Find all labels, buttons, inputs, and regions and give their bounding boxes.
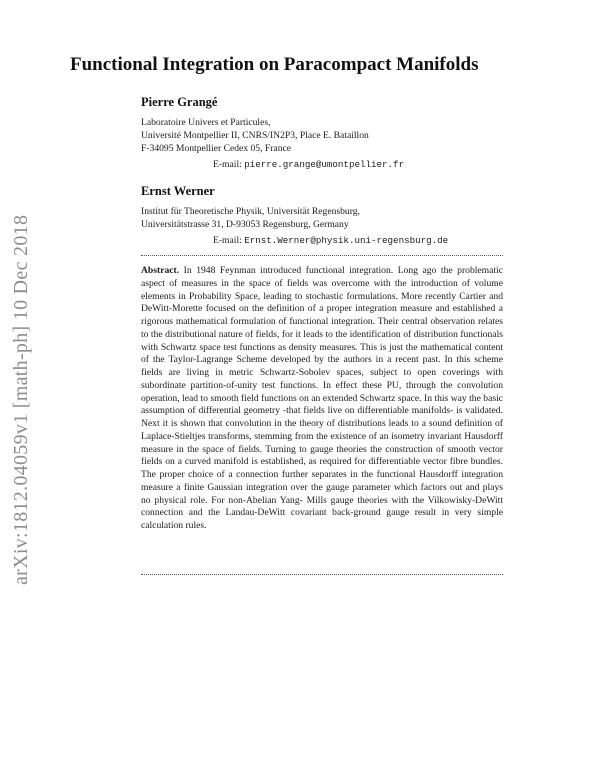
author-email[interactable]: Ernst.Werner@physik.uni-regensburg.de <box>244 235 449 246</box>
author-name: Ernst Werner <box>141 184 215 198</box>
abstract-bottom-rule <box>141 574 503 575</box>
author-email[interactable]: pierre.grange@umontpellier.fr <box>244 159 405 170</box>
affiliation-line: Institut für Theoretische Physik, Universität Regensburg, <box>141 206 360 217</box>
email-label: E-mail: <box>213 235 242 246</box>
affiliation-line: Universitätstrasse 31, D-93053 Regensburg, Germany <box>141 219 349 230</box>
author-block-werner <box>141 184 461 247</box>
abstract-top-rule <box>141 255 503 256</box>
affiliation-line: Laboratoire Univers et Particules, <box>141 117 271 128</box>
author-email-line <box>141 158 461 171</box>
affiliation-line: F-34095 Montpellier Cedex 05, France <box>141 143 292 154</box>
abstract-text: In 1948 Feynman introduced functional integration. Long ago the problematic aspect of measures in the space of fields was overcome with the introduction of volume elements in Probability Space, leading to stochastic formulations. More recently Cartier and DeWitt-Morette focused on the definition of a proper integration measure and established a rigorous mathematical formulation of functional integration. Their central observation relates to the distributional nature of fields, for it leads to the identification of distribution functionals with Schwartz space test functions as density measures. This is just the mathematical content of the Taylor-Lagrange Scheme developed by the authors in a recent past. In this scheme fields are living in metric Schwartz-Sobolev spaces, subject to open coverings with subordinate partition-of-unity test functions. In effect these PU, through the convolution operation, lead to smooth field functions on an extended Schwartz space. In this way the basic assumption of differential geometry -that fields live on differentiable manifolds- is validated. Next it is shown that convolution in the theory of distributions leads to a sound definition of Laplace-Stieltjes transforms, stemming from the existence of an isometry invariant Hausdorff measure in the space of fields. Turning to gauge theories the construction of smooth vector fields on a curved manifold is established, as required for differentiable vector fibre bundles. The proper choice of a connection further separates in the functional Hausdorff integration measure a finite Gaussian integration over the gauge parameter which factors out and plays no physical role. For non-Abelian Yang- Mills gauge theories with the Vilkowisky-DeWitt connection and the Landau-DeWitt covariant back-ground gauge result in very simple calculation rules. <box>141 265 503 531</box>
author-email-line <box>141 234 461 247</box>
paper-title: Functional Integration on Paracompact Manifolds <box>70 54 479 75</box>
author-block-grange <box>141 95 461 171</box>
author-name: Pierre Grangé <box>141 95 218 109</box>
affiliation-line: Université Montpellier II, CNRS/IN2P3, Place E. Bataillon <box>141 130 369 141</box>
email-label: E-mail: <box>213 159 242 170</box>
abstract <box>141 265 503 533</box>
abstract-label: Abstract. <box>141 265 180 276</box>
arxiv-identifier-stamp: arXiv:1812.04059v1 [math-ph] 10 Dec 2018 <box>10 214 32 585</box>
